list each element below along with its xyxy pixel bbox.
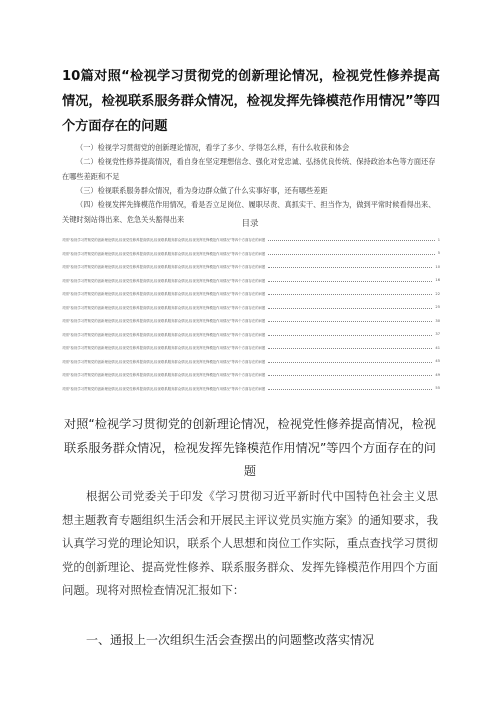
toc-entry[interactable]	[62, 260, 440, 274]
toc-entry-text: 对照“检视学习贯彻党的创新理论情况,检视党性修养提高情况,检视联系服务群众情况,检视发挥先锋模范作用情况”等四个方面存在的问题	[62, 305, 266, 310]
toc-leader	[268, 267, 432, 268]
toc-leader	[268, 254, 434, 255]
intro-item-4: （四）检视发挥先锋模范作用情况，看是否立足岗位、履职尽责、真抓实干、担当作为，做到平常时候看得出来、关键时刻站得出来、危急关头豁得出来	[62, 200, 436, 224]
toc-leader	[268, 321, 432, 322]
toc-leader	[268, 281, 432, 282]
toc-leader	[268, 389, 432, 390]
toc-entry-text: 对照“检视学习贯彻党的创新理论情况,检视党性修养提高情况,检视联系服务群众情况,检视发挥先锋模范作用情况”等四个方面存在的问题	[62, 386, 266, 391]
toc-page-number: 22	[435, 291, 440, 296]
intro-item-3: （三）检视联系服务群众情况，看为身边群众做了什么实事好事，还有哪些差距	[76, 186, 328, 195]
toc-heading: 目录	[241, 219, 259, 229]
toc-leader	[268, 240, 434, 241]
toc-entry-text: 对照“检视学习贯彻党的创新理论情况,检视党性修养提高情况,检视联系服务群众情况,检视发挥先锋模范作用情况”等四个方面存在的问题	[62, 265, 266, 270]
toc-leader	[268, 362, 432, 363]
toc-page-number: 49	[435, 372, 440, 377]
toc-entry[interactable]	[62, 368, 440, 382]
toc-entry[interactable]	[62, 341, 440, 355]
toc-entry[interactable]	[62, 355, 440, 369]
toc-entry[interactable]	[62, 301, 440, 315]
toc-page-number: 37	[435, 332, 440, 337]
toc-page-number: 25	[435, 305, 440, 310]
toc-page-number: 45	[435, 359, 440, 364]
toc-entry[interactable]	[62, 233, 440, 247]
toc-leader	[268, 308, 432, 309]
toc-entry-text: 对照“检视学习贯彻党的创新理论情况,检视党性修养提高情况,检视联系服务群众情况,检视发挥先锋模范作用情况”等四个方面存在的问题	[62, 238, 266, 243]
toc-leader	[268, 294, 432, 295]
toc-page-number: 55	[435, 386, 440, 391]
toc-entry-text: 对照“检视学习贯彻党的创新理论情况,检视党性修养提高情况,检视联系服务群众情况,检视发挥先锋模范作用情况”等四个方面存在的问题	[62, 292, 266, 297]
toc-entry[interactable]	[62, 382, 440, 396]
toc-leader	[268, 375, 432, 376]
body-paragraph: 根据公司党委关于印发《学习贯彻习近平新时代中国特色社会主义思想主题教育专题组织生活会和开展民主评议党员实施方案》的通知要求，我认真学习党的理论知识，联系个人思想和岗位工作实际，重点查找学习贯彻党的创新理论、提高党性修养、联系服务群众、发挥先锋模范作用四个方面问题。现将对照检查情况汇报如下：	[62, 489, 438, 598]
toc-entry-text: 对照“检视学习贯彻党的创新理论情况,检视党性修养提高情况,检视联系服务群众情况,检视发挥先锋模范作用情况”等四个方面存在的问题	[62, 373, 266, 378]
sub-heading: 一、通报上一次组织生活会查摆出的问题整改落实情况	[86, 633, 375, 647]
toc-leader	[268, 335, 432, 336]
section-title: 对照“检视学习贯彻党的创新理论情况，检视党性修养提高情况，检视联系服务群众情况，检视发挥先锋模范作用情况”等四个方面存在的问题	[64, 417, 436, 478]
toc-entry-text: 对照“检视学习贯彻党的创新理论情况,检视党性修养提高情况,检视联系服务群众情况,检视发挥先锋模范作用情况”等四个方面存在的问题	[62, 319, 266, 324]
toc-entry-text: 对照“检视学习贯彻党的创新理论情况,检视党性修养提高情况,检视联系服务群众情况,检视发挥先锋模范作用情况”等四个方面存在的问题	[62, 332, 266, 337]
toc-page-number: 41	[435, 345, 440, 350]
toc-entry[interactable]	[62, 274, 440, 288]
toc-entry-text: 对照“检视学习贯彻党的创新理论情况,检视党性修养提高情况,检视联系服务群众情况,检视发挥先锋模范作用情况”等四个方面存在的问题	[62, 346, 266, 351]
toc-entry-text: 对照“检视学习贯彻党的创新理论情况,检视党性修养提高情况,检视联系服务群众情况,检视发挥先锋模范作用情况”等四个方面存在的问题	[62, 278, 266, 283]
toc-entry-text: 对照“检视学习贯彻党的创新理论情况,检视党性修养提高情况,检视联系服务群众情况,检视发挥先锋模范作用情况”等四个方面存在的问题	[62, 251, 266, 256]
intro-item-1: （一）检视学习贯彻党的创新理论情况，看学了多少、学得怎么样，有什么收获和体会	[76, 143, 350, 152]
toc-entry[interactable]	[62, 247, 440, 261]
toc-entry[interactable]	[62, 328, 440, 342]
toc-entry[interactable]	[62, 314, 440, 328]
document-title: 10篇对照“检视学习贯彻党的创新理论情况，检视党性修养提高情况，检视联系服务群众情况，检视发挥先锋模范作用情况”等四个方面存在的问题	[62, 69, 440, 134]
toc-page-number: 10	[435, 264, 440, 269]
intro-item-2: （二）检视党性修养提高情况，看自身在坚定理想信念、强化对党忠诚、弘扬优良传统、保持政治本色等方面还存在哪些差距和不足	[62, 157, 436, 181]
toc-leader	[268, 348, 432, 349]
toc-entry-text: 对照“检视学习贯彻党的创新理论情况,检视党性修养提高情况,检视联系服务群众情况,检视发挥先锋模范作用情况”等四个方面存在的问题	[62, 359, 266, 364]
toc-page-number: 16	[435, 278, 440, 283]
toc-page-number: 30	[435, 318, 440, 323]
toc-page-number: 5	[437, 251, 440, 256]
table-of-contents	[62, 233, 440, 395]
toc-entry[interactable]	[62, 287, 440, 301]
toc-page-number: 1	[437, 237, 440, 242]
